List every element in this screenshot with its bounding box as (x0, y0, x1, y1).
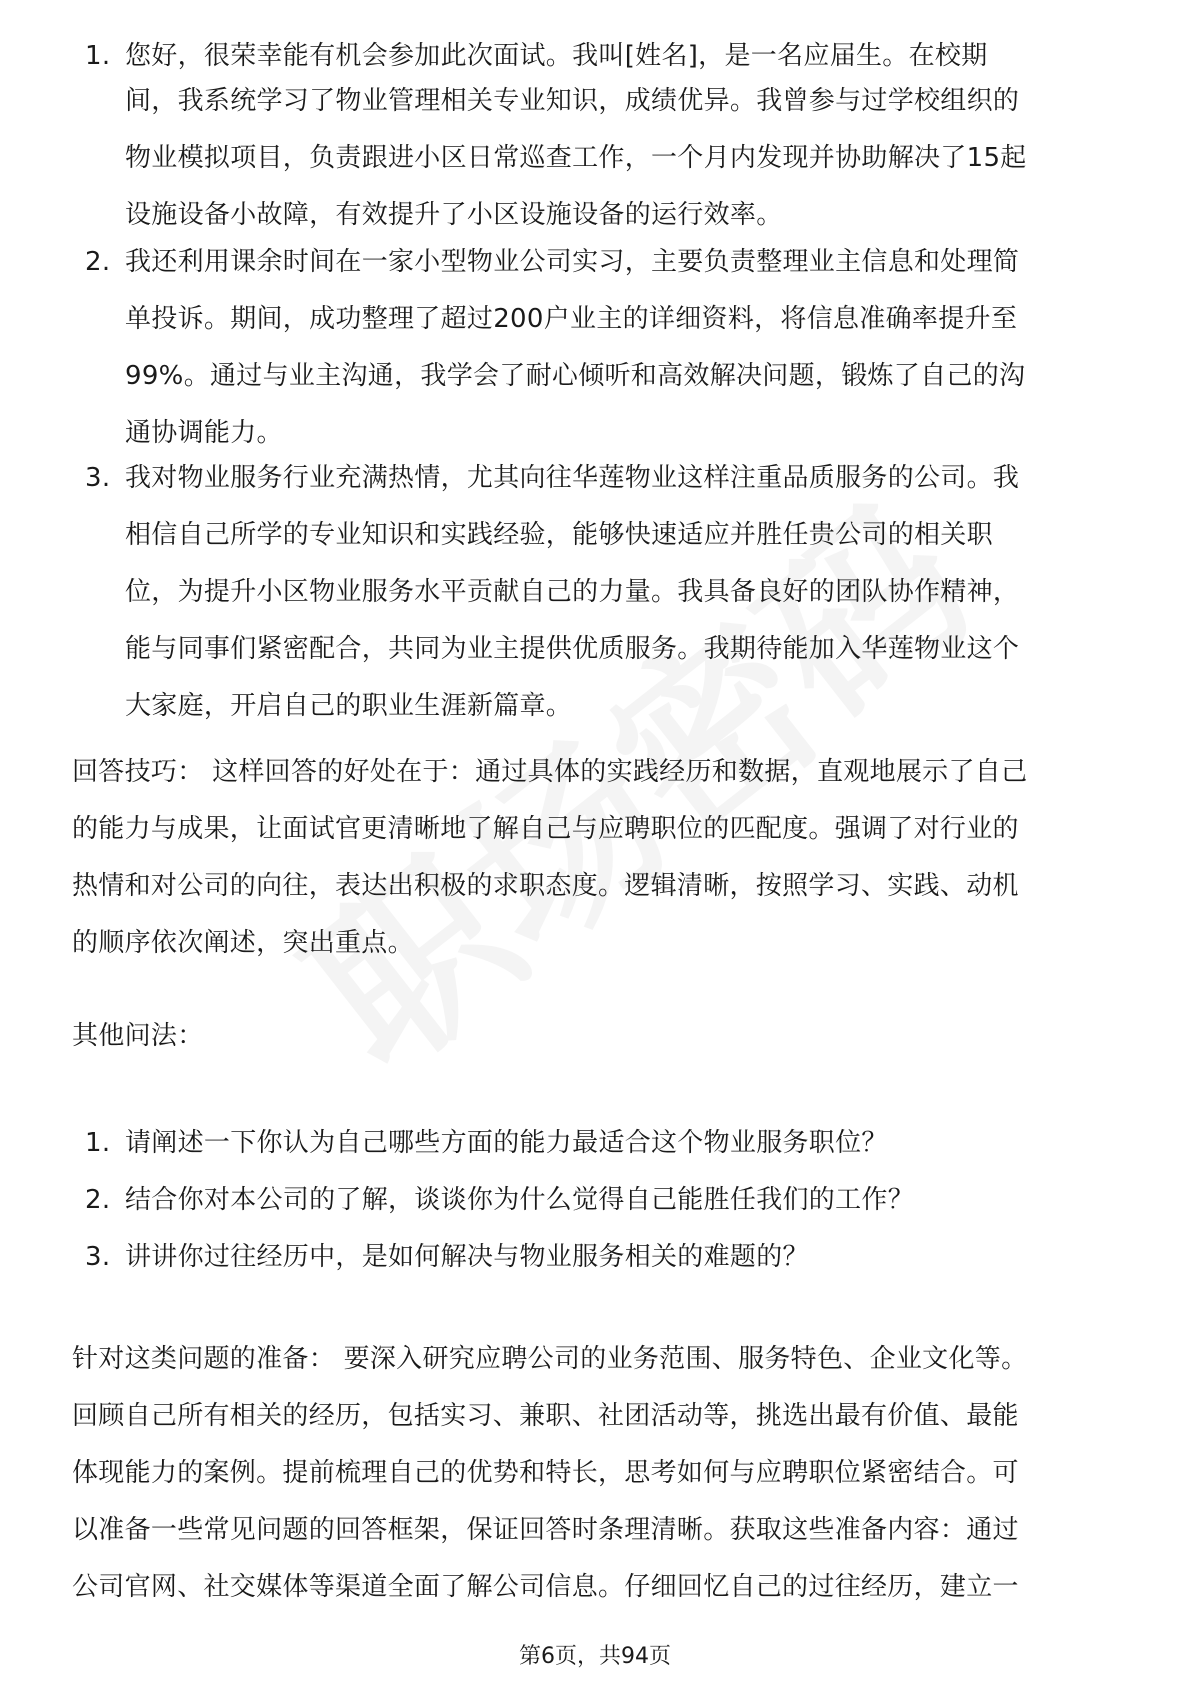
question-text: 讲讲你过往经历中，是如何解决与物业服务相关的难题的？ (125, 1242, 809, 1272)
answer-line: 相信自己所学的专业知识和实践经验，能够快速适应并胜任贵公司的相关职 (125, 520, 993, 550)
list-item (0, 1229, 1120, 1286)
list-item (0, 450, 1120, 735)
answer-line: 物业模拟项目，负责跟进小区日常巡查工作，一个月内发现并协助解决了15起 (125, 143, 1027, 173)
question-text: 请阐述一下你认为自己哪些方面的能力最适合这个物业服务职位？ (125, 1128, 888, 1158)
answer-tips-paragraph (72, 744, 1120, 972)
answer-line: 设施设备小故障，有效提升了小区设施设备的运行效率。 (125, 200, 783, 230)
answer-item-number: 2. (85, 247, 111, 277)
answer-line: 我还利用课余时间在一家小型物业公司实习，主要负责整理业主信息和处理简 (125, 247, 1020, 277)
answer-item-2 (0, 234, 1190, 462)
question-number: 1. (85, 1128, 111, 1158)
answer-line: 位，为提升小区物业服务水平贡献自己的力量。我具备良好的团队协作精神， (125, 577, 1020, 607)
prep-line: 以准备一些常见问题的回答框架，保证回答时条理清晰。获取这些准备内容：通过 (72, 1515, 1019, 1545)
prep-line: 公司官网、社交媒体等渠道全面了解公司信息。仔细回忆自己的过往经历，建立一 (72, 1572, 1019, 1602)
other-questions-list (0, 1115, 1190, 1286)
answer-line: 单投诉。期间，成功整理了超过200户业主的详细资料，将信息准确率提升至 (125, 304, 1018, 334)
tips-line: 热情和对公司的向往，表达出积极的求职态度。逻辑清晰，按照学习、实践、动机 (72, 871, 1019, 901)
answer-line: 您好，很荣幸能有机会参加此次面试。我叫[姓名]，是一名应届生。在校期 (125, 41, 988, 71)
tips-line: 回答技巧： 这样回答的好处在于：通过具体的实践经历和数据，直观地展示了自己 (72, 757, 1028, 787)
answer-line: 能与同事们紧密配合，共同为业主提供优质服务。我期待能加入华莲物业这个 (125, 634, 1020, 664)
answer-line: 大家庭，开启自己的职业生涯新篇章。 (125, 691, 573, 721)
tips-line: 的能力与成果，让面试官更清晰地了解自己与应聘职位的匹配度。强调了对行业的 (72, 814, 1019, 844)
answer-item-3 (0, 450, 1190, 735)
question-text: 结合你对本公司的了解，谈谈你为什么觉得自己能胜任我们的工作？ (125, 1185, 915, 1215)
tips-line: 的顺序依次阐述，突出重点。 (72, 928, 414, 958)
prep-line: 回顾自己所有相关的经历，包括实习、兼职、社团活动等，挑选出最有价值、最能 (72, 1401, 1019, 1431)
answer-item-number: 1. (85, 41, 111, 71)
list-item (0, 1115, 1120, 1172)
other-questions-heading: 其他问法： (72, 1021, 204, 1051)
answer-line: 间，我系统学习了物业管理相关专业知识，成绩优异。我曾参与过学校组织的 (125, 86, 1020, 116)
preparation-paragraph (72, 1331, 1120, 1616)
answer-list (0, 73, 1190, 244)
answer-item-number: 3. (85, 463, 111, 493)
prep-line: 体现能力的案例。提前梳理自己的优势和特长，思考如何与应聘职位紧密结合。可 (72, 1458, 1019, 1488)
answer-line: 99%。通过与业主沟通，我学会了耐心倾听和高效解决问题，锻炼了自己的沟 (125, 361, 1026, 391)
page-number-footer: 第6页，共94页 (519, 1644, 671, 1669)
answer-line: 通协调能力。 (125, 418, 283, 448)
answer-item-1-rest (0, 73, 1120, 244)
list-item (0, 1172, 1120, 1229)
answer-line: 我对物业服务行业充满热情，尤其向往华莲物业这样注重品质服务的公司。我 (125, 463, 1020, 493)
prep-line: 针对这类问题的准备： 要深入研究应聘公司的业务范围、服务特色、企业文化等。 (72, 1344, 1028, 1374)
list-item (0, 234, 1120, 462)
question-number: 3. (85, 1242, 111, 1272)
question-number: 2. (85, 1185, 111, 1215)
